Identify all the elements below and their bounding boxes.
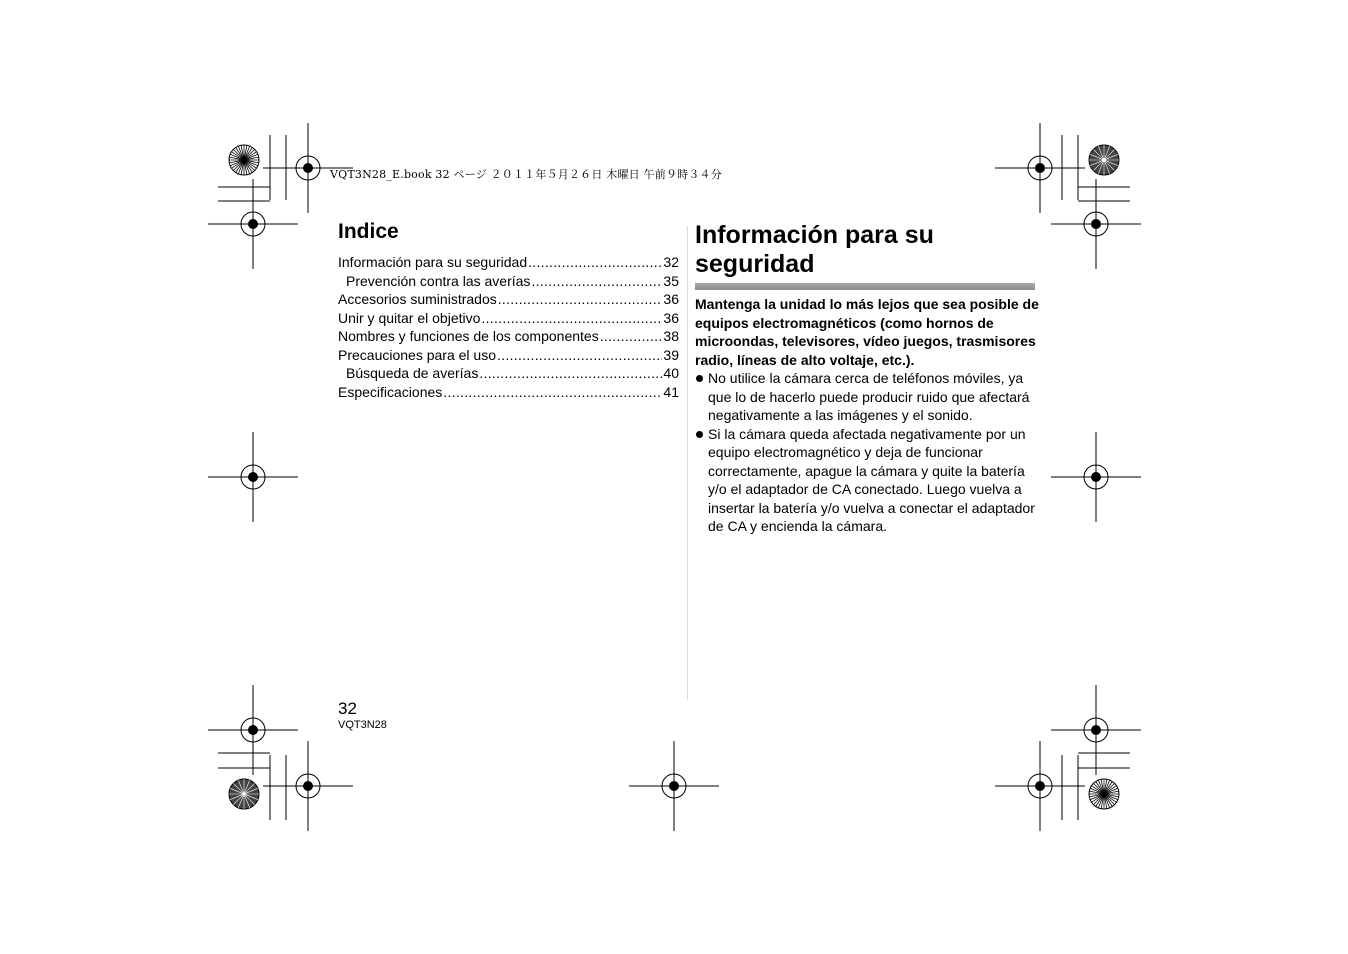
entry-label: Accesorios suministrados [338,291,497,307]
section-heading: Información para su seguridad [695,221,934,278]
lead-paragraph: Mantenga la unidad lo más lejos que sea posible de equipos electromagnéticos (como hornos de microondas, televisores, vídeo juegos, trasmisores radio, líneas de alto voltaje, etc.). [695,296,1039,368]
entry-page: 39 [663,346,679,363]
entry-label: Prevención contra las averías [346,272,531,289]
leader-dots [600,327,663,346]
file-header: VQT3N28_E.book 32 ページ ２０１１年５月２６日 木曜日 午前９時３４分 [330,168,722,181]
index-entry[interactable] [338,272,679,291]
entry-page: 40 [663,365,679,381]
index-entry[interactable] [338,346,679,365]
entry-page: 38 [663,328,679,344]
entry-label: Nombres y funciones de los componentes [338,328,599,344]
entry-page: 32 [663,254,679,270]
model-code: VQT3N28 [338,719,387,731]
leader-dots [443,383,662,402]
bullet-item: Si la cámara queda afectada negativamente por un equipo electromagnético y deja de funcionar correctamente, apague la cámara y quite la batería y/o el adaptador de CA conectado. Luego vuelva a insertar la batería y/o vuelva a conectar el adaptador de CA y encienda la cámara. [695,425,1040,536]
index-entry[interactable] [338,383,679,402]
leader-dots [498,290,663,309]
index-entry[interactable] [338,309,679,328]
index-list [338,253,679,401]
entry-page: 35 [663,272,679,289]
entry-label: Información para su seguridad [338,254,528,270]
leader-dots [531,272,662,291]
leader-dots [528,253,662,272]
index-entry[interactable] [338,290,679,309]
entry-page: 36 [663,309,679,326]
entry-page: 41 [663,383,679,400]
leader-dots [479,364,662,383]
leader-dots [481,309,662,328]
index-title: Indice [338,220,399,243]
entry-label: Especificaciones [338,383,443,400]
entry-label: Unir y quitar el objetivo [338,309,481,326]
index-entry[interactable] [338,364,679,383]
index-entry[interactable] [338,327,679,346]
heading-rule [695,283,1035,290]
bullet-item: No utilice la cámara cerca de teléfonos móviles, ya que lo de hacerlo puede producir ruido que afectará negativamente a las imágenes y el sonido. [695,369,1040,425]
index-entry[interactable] [338,253,679,272]
leader-dots [497,346,662,365]
column-divider [687,226,688,700]
entry-label: Precauciones para el uso [338,346,496,363]
page-number: 32 [338,699,357,718]
bullet-list [695,369,1040,536]
entry-page: 36 [663,291,679,307]
entry-label: Búsqueda de averías [346,365,479,381]
